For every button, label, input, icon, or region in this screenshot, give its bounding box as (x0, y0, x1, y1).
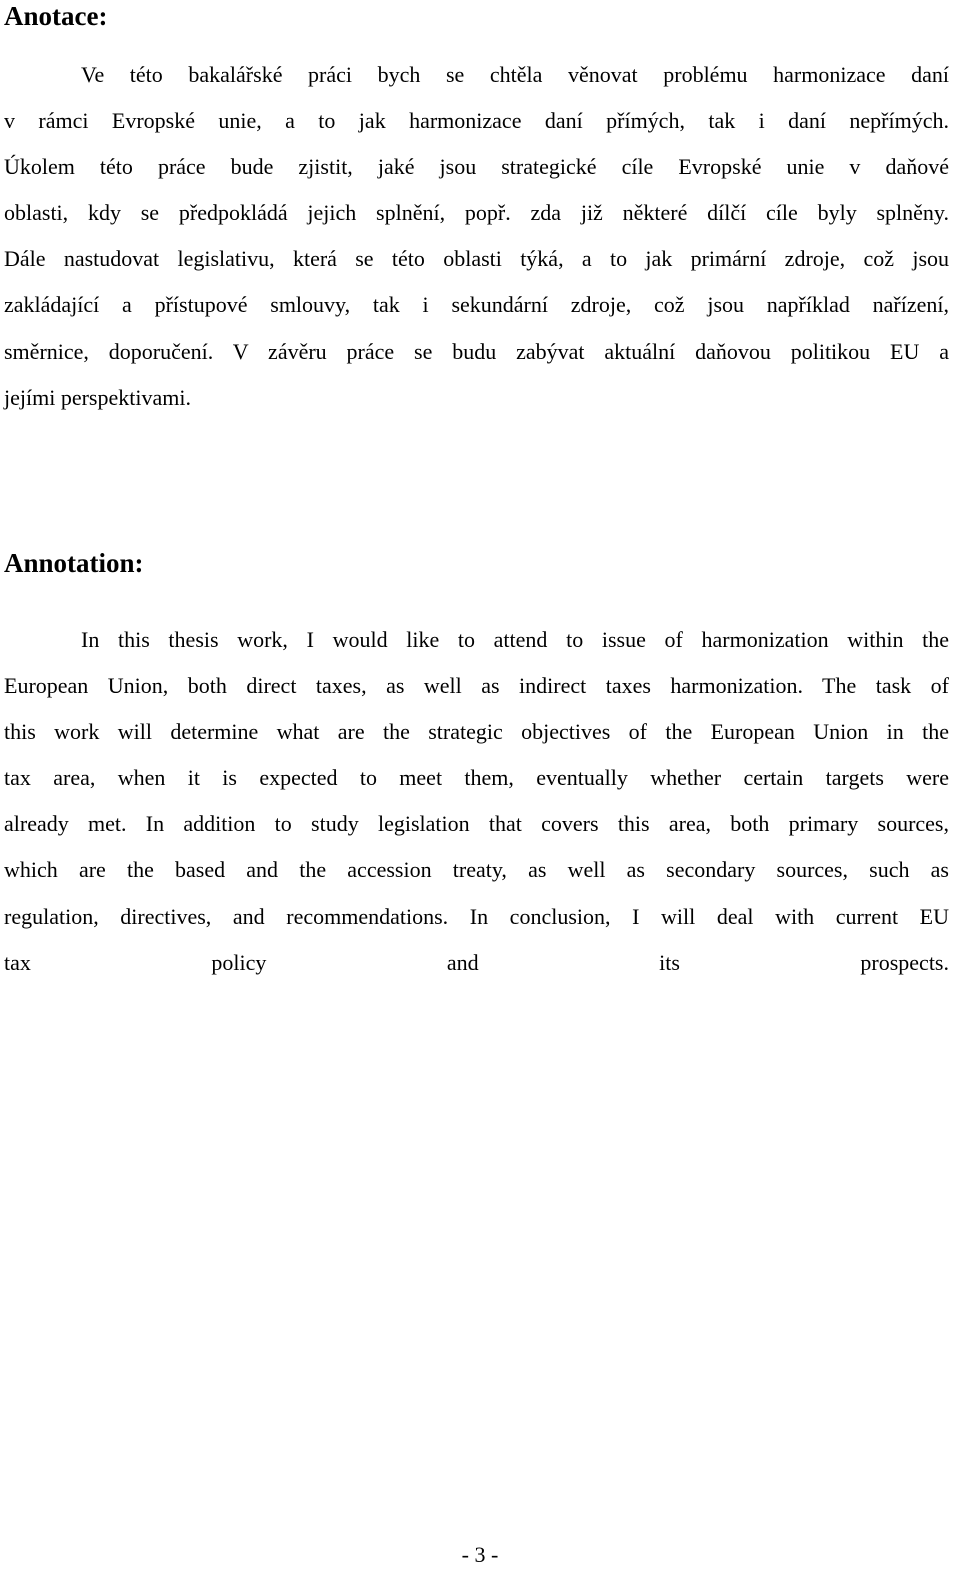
english-annotation-heading: Annotation: (4, 548, 144, 578)
paragraph-line: jejími perspektivami. (4, 384, 191, 410)
paragraph-line: this work will determine what are the strategic objectives of the European Union in the (4, 719, 949, 745)
paragraph-line: European Union, both direct taxes, as well as indirect taxes harmonization. The task of (4, 673, 949, 699)
paragraph-line: tax area, when it is expected to meet them, eventually whether certain targets were (4, 765, 949, 791)
paragraph-line: v rámci Evropské unie, a to jak harmonizace daní přímých, tak i daní nepřímých. (4, 108, 949, 134)
paragraph-line: Ve této bakalářské práci bych se chtěla věnovat problému harmonizace daní (81, 62, 949, 87)
paragraph-line: which are the based and the accession treaty, as well as secondary sources, such as (4, 857, 949, 883)
paragraph-line: already met. In addition to study legislation that covers this area, both primary sources, (4, 811, 949, 837)
english-annotation-paragraph (4, 617, 949, 986)
czech-annotation-paragraph (4, 52, 949, 421)
paragraph-line: oblasti, kdy se předpokládá jejich splnění, popř. zda již některé dílčí cíle byly splněny. (4, 200, 949, 226)
page-number: - 3 - (461, 1542, 499, 1567)
paragraph-line: zakládající a přístupové smlouvy, tak i sekundární zdroje, což jsou například nařízení, (4, 292, 949, 318)
czech-annotation-heading: Anotace: (4, 1, 108, 31)
paragraph-line: In this thesis work, I would like to attend to issue of harmonization within the (81, 627, 949, 652)
paragraph-line: regulation, directives, and recommendations. In conclusion, I will deal with current EU (4, 903, 949, 929)
paragraph-line: směrnice, doporučení. V závěru práce se budu zabývat aktuální daňovou politikou EU a (4, 338, 949, 364)
paragraph-line: Úkolem této práce bude zjistit, jaké jsou strategické cíle Evropské unie v daňové (4, 154, 949, 180)
paragraph-line: Dále nastudovat legislativu, která se této oblasti týká, a to jak primární zdroje, což jsou (4, 246, 949, 272)
paragraph-line: tax policy and its prospects. (4, 949, 949, 975)
